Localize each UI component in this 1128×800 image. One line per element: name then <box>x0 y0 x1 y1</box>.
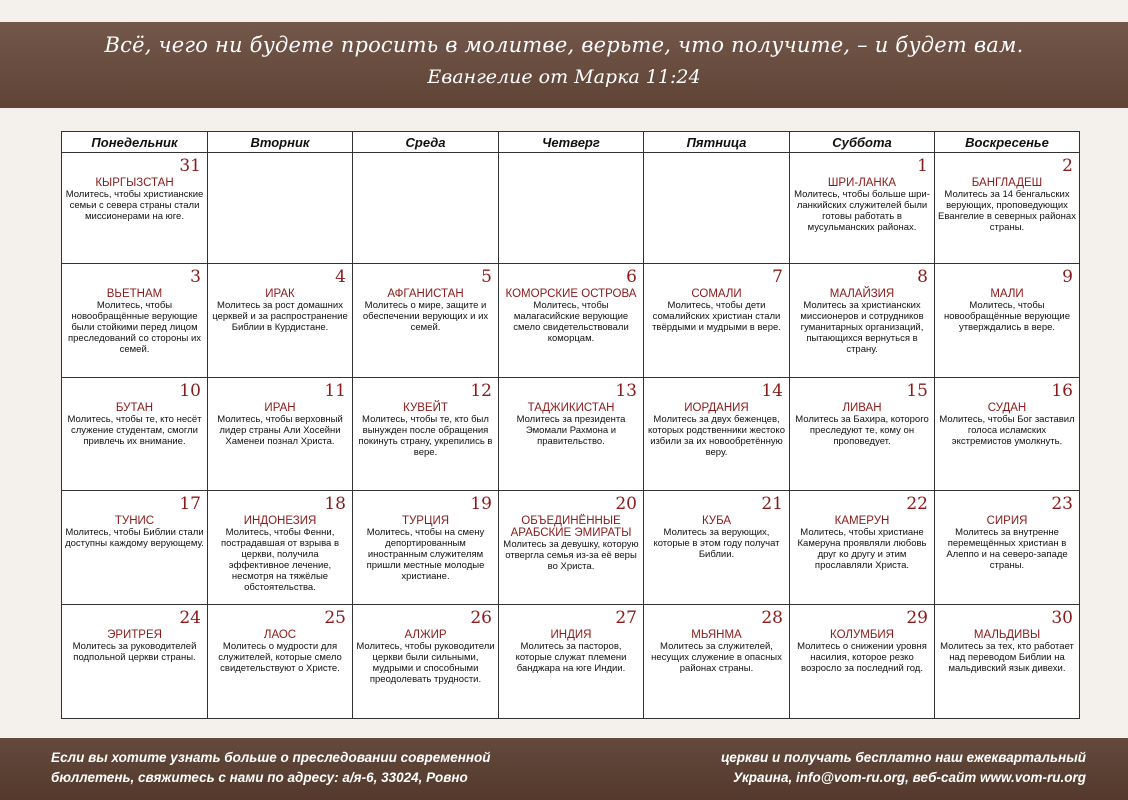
country-name: БАНГЛАДЕШ <box>971 177 1043 189</box>
country-name: СИРИЯ <box>986 515 1028 528</box>
calendar-day-cell <box>353 377 499 491</box>
country-name: ИРАК <box>265 287 295 300</box>
day-number: 10 <box>179 380 201 401</box>
calendar-day-cell <box>499 605 644 719</box>
day-number: 16 <box>1051 380 1073 401</box>
day-number: 13 <box>615 380 637 401</box>
country-name: АЛЖИР <box>404 629 447 642</box>
prayer-text: Молитесь за верующих, которые в этом году получат Библии. <box>653 527 780 561</box>
prayer-text: Молитесь, чтобы руководители церкви были сильными, мудрыми и способными преодолевать трудности. <box>356 641 495 686</box>
day-number: 15 <box>906 380 928 401</box>
prayer-entry <box>793 515 931 571</box>
calendar-day-cell <box>353 263 499 377</box>
prayer-entry <box>793 288 931 355</box>
prayer-text: Молитесь, чтобы Бог заставил голоса исламских экстремистов умолкнуть. <box>939 413 1075 447</box>
calendar-day-cell <box>353 491 499 605</box>
prayer-entry <box>647 288 786 333</box>
country-name: КОЛУМБИЯ <box>830 629 894 642</box>
weekday-header: Понедельник <box>62 132 208 153</box>
weekday-header: Суббота <box>790 132 935 153</box>
prayer-entry <box>65 629 204 663</box>
calendar-day-cell <box>62 377 208 491</box>
prayer-entry <box>211 629 349 674</box>
prayer-calendar <box>61 131 1080 719</box>
day-number: 27 <box>615 608 637 629</box>
country-name: ИРАН <box>264 401 296 414</box>
day-number: 17 <box>179 494 201 515</box>
prayer-text: Молитесь, чтобы христианские семьи с севера страны стали миссионерами на юге. <box>65 189 204 222</box>
calendar-week-row <box>62 377 1080 491</box>
country-name: МАЛАЙЗИЯ <box>829 287 895 300</box>
day-number: 6 <box>626 266 637 287</box>
day-number: 18 <box>324 494 346 515</box>
prayer-text: Молитесь, чтобы те, кто несёт служение студентам, смогли привлечь их внимание. <box>67 413 202 447</box>
prayer-text: Молитесь, чтобы верховный лидер страны Али Хосейни Хаменеи познал Христа. <box>217 413 343 447</box>
calendar-week-row <box>62 491 1080 605</box>
country-name: КЫРГЫЗСТАН <box>95 177 174 189</box>
calendar-day-cell <box>353 605 499 719</box>
calendar-day-cell <box>935 605 1080 719</box>
country-name: МЬЯНМА <box>691 629 742 642</box>
day-number: 2 <box>1062 156 1073 176</box>
calendar-day-cell <box>208 153 353 264</box>
weekday-header: Пятница <box>644 132 790 153</box>
day-number: 1 <box>917 156 928 176</box>
prayer-text: Молитесь, чтобы Библии стали доступны каждому верующему. <box>65 527 204 550</box>
country-name: БУТАН <box>115 401 154 414</box>
day-number: 8 <box>917 266 928 287</box>
day-number: 14 <box>761 380 783 401</box>
prayer-entry <box>356 515 495 582</box>
day-number: 26 <box>470 608 492 629</box>
prayer-entry <box>502 402 640 447</box>
country-name: ЛАОС <box>263 629 297 642</box>
day-number: 9 <box>1062 266 1073 287</box>
calendar-day-cell <box>935 153 1080 264</box>
calendar-day-cell <box>790 153 935 264</box>
verse-reference: Евангелие от Марка 11:24 <box>427 66 701 88</box>
country-name: СОМАЛИ <box>691 287 742 300</box>
calendar-day-cell <box>208 605 353 719</box>
day-number: 19 <box>470 494 492 515</box>
prayer-entry <box>65 515 204 549</box>
day-number: 4 <box>335 266 346 287</box>
prayer-entry <box>356 288 495 333</box>
country-name: ШРИ-ЛАНКА <box>827 177 897 189</box>
day-number: 20 <box>615 494 637 515</box>
country-name: МАЛЬДИВЫ <box>973 629 1041 642</box>
prayer-text: Молитесь за 14 бенгальских верующих, проповедующих Евангелие в северных районах страны. <box>938 189 1076 233</box>
calendar-day-cell <box>790 377 935 491</box>
prayer-entry <box>65 177 204 222</box>
day-number: 25 <box>324 608 346 629</box>
footer-left-line2: бюллетень, свяжитесь с нами по адресу: а/я-6, 33024, Ровно <box>51 770 468 785</box>
prayer-entry <box>502 515 640 572</box>
calendar-day-cell <box>353 153 499 264</box>
prayer-entry <box>793 629 931 674</box>
prayer-text: Молитесь, чтобы дети сомалийских христиан стали твёрдыми и мудрыми в вере. <box>652 299 781 333</box>
calendar-week-row <box>62 605 1080 719</box>
weekday-header: Среда <box>353 132 499 153</box>
day-number: 24 <box>179 608 201 629</box>
footer-left <box>51 748 491 788</box>
calendar-day-cell <box>499 377 644 491</box>
country-name: КУБА <box>701 515 732 528</box>
day-number: 22 <box>906 494 928 515</box>
calendar-day-cell <box>790 605 935 719</box>
prayer-text: Молитесь за девушку, которую отвергла семья из-за её веры во Христа. <box>503 539 639 573</box>
prayer-text: Молитесь за внутренне перемещённых христиан в Алеппо и на северо-западе страны. <box>946 527 1068 572</box>
weekday-header: Воскресенье <box>935 132 1080 153</box>
day-number: 5 <box>481 266 492 287</box>
day-number: 30 <box>1051 608 1073 629</box>
prayer-entry <box>356 629 495 685</box>
calendar-day-cell <box>644 377 790 491</box>
country-name: ИНДИЯ <box>550 629 592 642</box>
prayer-text: Молитесь за двух беженцев, которых родственники жестоко избили за их новообретённую веру. <box>648 413 785 458</box>
country-name: ОБЪЕДИНЁННЫЕ АРАБСКИЕ ЭМИРАТЫ <box>510 515 632 540</box>
prayer-text: Молитесь о мудрости для служителей, которые смело свидетельствуют о Христе. <box>218 641 342 675</box>
prayer-text: Молитесь за руководителей подпольной церкви страны. <box>72 641 197 664</box>
prayer-entry <box>356 402 495 458</box>
calendar-day-cell <box>499 153 644 264</box>
prayer-entry <box>793 177 931 233</box>
calendar-week-row <box>62 263 1080 377</box>
footer-right <box>721 748 1086 788</box>
day-number: 29 <box>906 608 928 629</box>
calendar-day-cell <box>644 263 790 377</box>
day-number: 11 <box>324 380 346 401</box>
calendar-day-cell <box>644 605 790 719</box>
prayer-entry <box>65 288 204 355</box>
prayer-entry <box>211 515 349 593</box>
footer-right-line1: церкви и получать бесплатно наш ежеквартальный <box>721 750 1086 765</box>
calendar-day-cell <box>62 491 208 605</box>
day-number: 12 <box>470 380 492 401</box>
weekday-header: Четверг <box>499 132 644 153</box>
calendar-day-cell <box>208 491 353 605</box>
prayer-text: Молитесь о мире, защите и обеспечении верующих и их семей. <box>362 299 489 333</box>
calendar-day-cell <box>62 263 208 377</box>
prayer-text: Молитесь, чтобы христиане Камеруна проявляли любовь друг ко другу и этим прославляли Христа. <box>797 527 927 572</box>
prayer-text: Молитесь за пасторов, которые служат племени банджара на юге Индии. <box>515 641 627 675</box>
country-name: ТУРЦИЯ <box>401 515 450 528</box>
prayer-text: Молитесь, чтобы новообращённые верующие были стойкими перед лицом преследований со стороны их семей. <box>67 299 202 355</box>
country-name: СУДАН <box>987 401 1027 414</box>
prayer-text: Молитесь, чтобы малагасийские верующие смело свидетельствовали коморцам. <box>513 299 629 344</box>
prayer-entry <box>938 402 1076 447</box>
calendar-day-cell <box>935 263 1080 377</box>
prayer-entry <box>938 629 1076 674</box>
footer-right-line2: Украина, info@vom-ru.org, веб-сайт www.vom-ru.org <box>733 770 1086 785</box>
country-name: ТАДЖИКИСТАН <box>527 401 615 414</box>
country-name: АФГАНИСТАН <box>387 287 464 300</box>
prayer-text: Молитесь за президента Эмомали Рахмона и правительство. <box>516 413 626 447</box>
country-name: ТУНИС <box>114 515 155 528</box>
calendar-day-cell <box>790 263 935 377</box>
calendar-day-cell <box>644 491 790 605</box>
prayer-text: Молитесь, чтобы новообращённые верующие утверждались в вере. <box>943 299 1071 333</box>
country-name: КАМЕРУН <box>834 515 890 528</box>
calendar-day-cell <box>499 263 644 377</box>
prayer-text: Молитесь, чтобы те, кто был вынужден после обращения покинуть страну, укрепились в вере. <box>358 413 493 458</box>
day-number: 7 <box>772 266 783 287</box>
prayer-entry <box>65 402 204 447</box>
prayer-text: Молитесь за служителей, несущих служение в опасных районах страны. <box>651 641 782 675</box>
calendar-day-cell <box>62 153 208 264</box>
calendar-day-cell <box>208 263 353 377</box>
prayer-entry <box>938 515 1076 571</box>
calendar-day-cell <box>62 605 208 719</box>
country-name: ВЬЕТНАМ <box>106 287 163 300</box>
prayer-text: Молитесь за христианских миссионеров и сотрудников гуманитарных организаций, пытающихся вернуться в страну. <box>800 299 924 355</box>
prayer-text: Молитесь за Бахира, которого преследуют те, кому он проповедует. <box>795 413 929 447</box>
prayer-text: Молитесь, чтобы больше шри-ланкийских служителей были готовы работать в мусульманских районах. <box>794 189 930 233</box>
prayer-entry <box>647 515 786 560</box>
bible-verse: Всё, чего ни будете просить в молитве, верьте, что получите, – и будет вам. <box>104 33 1024 57</box>
prayer-entry <box>647 629 786 674</box>
prayer-text: Молитесь за тех, кто работает над переводом Библии на мальдивский язык дивехи. <box>940 641 1074 675</box>
calendar-day-cell <box>208 377 353 491</box>
day-number: 21 <box>761 494 783 515</box>
prayer-entry <box>938 177 1076 233</box>
prayer-entry <box>938 288 1076 333</box>
calendar-day-cell <box>499 491 644 605</box>
prayer-entry <box>211 402 349 447</box>
calendar-day-cell <box>935 491 1080 605</box>
header-banner <box>0 22 1128 108</box>
day-number: 23 <box>1051 494 1073 515</box>
footer-banner <box>0 738 1128 800</box>
prayer-text: Молитесь за рост домашних церквей и за распространение Библии в Курдистане. <box>212 299 348 333</box>
country-name: МАЛИ <box>990 287 1024 300</box>
prayer-entry <box>502 288 640 344</box>
country-name: ЛИВАН <box>842 401 882 414</box>
country-name: ИОРДАНИЯ <box>684 401 749 414</box>
calendar-day-cell <box>935 377 1080 491</box>
day-number: 28 <box>761 608 783 629</box>
prayer-text: Молитесь, чтобы Фенни, пострадавшая от взрыва в церкви, получила эффективное лечение, несмотря на тяжёлые обстоятельства. <box>220 527 340 594</box>
calendar-day-cell <box>790 491 935 605</box>
footer-left-line1: Если вы хотите узнать больше о преследовании современной <box>51 750 491 765</box>
country-name: КОМОРСКИЕ ОСТРОВА <box>505 287 637 300</box>
calendar-day-cell <box>644 153 790 264</box>
calendar-week-row <box>62 153 1080 264</box>
prayer-entry <box>647 402 786 458</box>
weekday-header-row <box>62 132 1080 153</box>
country-name: ЭРИТРЕЯ <box>107 629 162 642</box>
country-name: ИНДОНЕЗИЯ <box>243 515 317 528</box>
day-number: 3 <box>190 266 201 287</box>
country-name: КУВЕЙТ <box>403 401 448 414</box>
prayer-text: Молитесь, чтобы на смену депортированным иностранным служителям пришли местные молодые христиане. <box>366 527 485 583</box>
prayer-entry <box>502 629 640 674</box>
weekday-header: Вторник <box>208 132 353 153</box>
day-number: 31 <box>179 156 201 176</box>
prayer-text: Молитесь о снижении уровня насилия, которое резко возросло за последний год. <box>797 641 927 675</box>
prayer-entry <box>793 402 931 447</box>
prayer-entry <box>211 288 349 333</box>
